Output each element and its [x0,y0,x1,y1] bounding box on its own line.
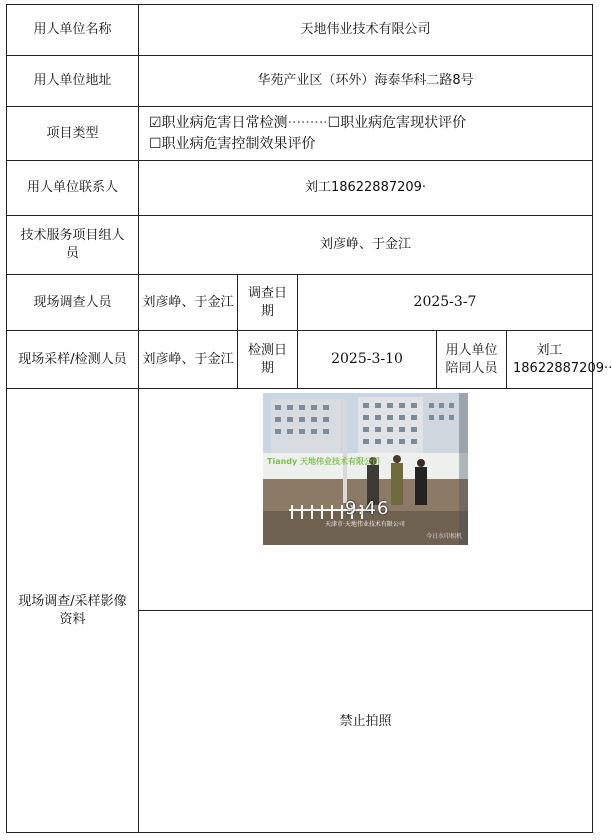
sampling-date-label: 检测日期 [238,331,298,389]
row-survey [7,275,593,331]
project-type-line-2 [149,134,592,154]
project-type-options [139,107,593,161]
project-type-line-1 [149,113,592,133]
row-images-photo [7,389,593,611]
wall-sign-text: Tiandy 天地伟业技术有限公司 [267,457,381,466]
project-type-label: 项目类型 [7,107,139,161]
employer-contact-value: 刘工18622887209· [139,161,593,216]
tech-team-label: 技术服务项目组人员 [7,216,139,275]
control-eval-option: 职业病危害控制效果评价 [161,135,316,152]
employer-address-value: 华苑产业区（环外）海泰华科二路8号 [139,56,593,107]
survey-date: 2025-3-7 [298,275,593,331]
photo-cell [139,389,593,611]
status-eval-option: 职业病危害现状评价 [340,115,467,132]
photo-location-caption: 天津市·天地伟业技术有限公司 [325,521,405,528]
daily-test-option: 职业病危害日常检测 [161,115,288,132]
watermark-camera-label: 今日水印相机 [425,532,462,540]
photo-timestamp: 9:46 [345,498,390,519]
site-photo [263,393,468,545]
dot-leader: ········· [287,115,328,132]
row-sampling [7,331,593,389]
employer-contact-label: 用人单位联系人 [7,161,139,216]
status-eval-checkbox[interactable]: ☐ [327,115,341,132]
survey-people: 刘彦峥、于金江 [139,275,238,331]
sampling-label: 现场采样/检测人员 [7,331,139,389]
row-employer-name [7,5,593,56]
no-photo-notice: 禁止拍照 [139,611,593,833]
row-project-type [7,107,593,161]
employer-address-label: 用人单位地址 [7,56,139,107]
tech-team-value: 刘彦峥、于金江 [139,216,593,275]
accompany-label: 用人单位陪同人员 [437,331,507,389]
images-label: 现场调查/采样影像资料 [7,389,139,833]
row-tech-team [7,216,593,275]
row-employer-contact [7,161,593,216]
sampling-people: 刘彦峥、于金江 [139,331,238,389]
accompany-value: 刘工18622887209·· [507,331,593,389]
survey-date-label: 调查日期 [238,275,298,331]
employer-name-value: 天地伟业技术有限公司 [139,5,593,56]
survey-label: 现场调查人员 [7,275,139,331]
record-form [6,4,612,833]
control-eval-checkbox[interactable]: ☐ [149,135,162,152]
employer-name-label: 用人单位名称 [7,5,139,56]
daily-test-checkbox[interactable]: ☑ [149,115,162,132]
row-employer-address [7,56,593,107]
sampling-date: 2025-3-10 [298,331,437,389]
